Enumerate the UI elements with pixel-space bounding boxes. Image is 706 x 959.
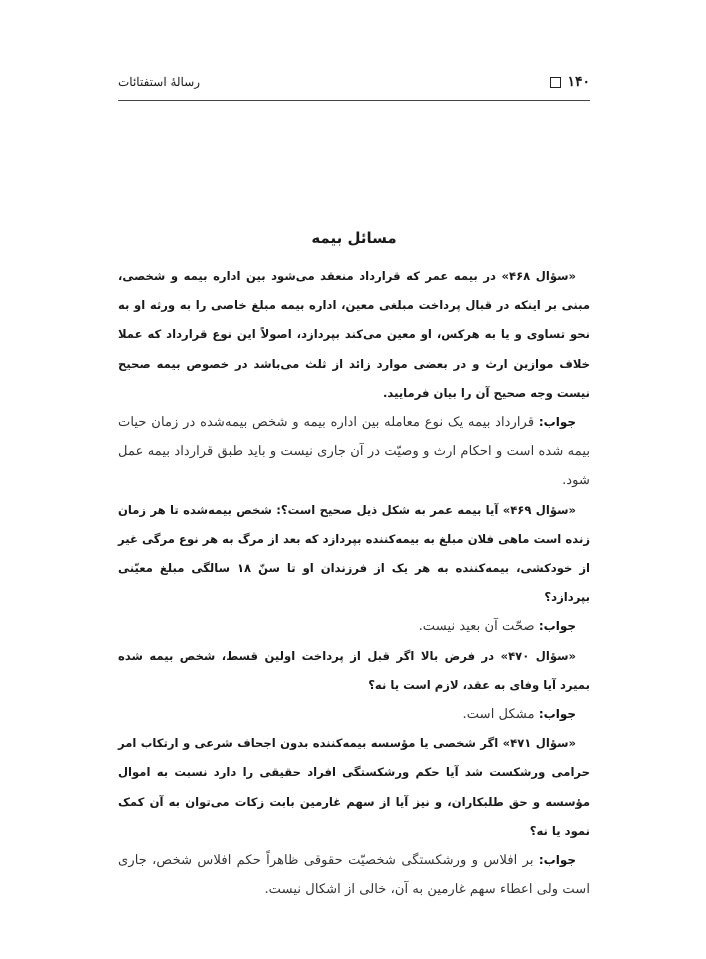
question-470 — [118, 642, 590, 700]
answer-label: جواب: — [538, 619, 576, 634]
page-number-group — [550, 74, 590, 90]
question-text: اگر شخصی یا مؤسسه بیمه‌کننده بدون اجحاف شرعی و ارتکاب امر حرامی ورشکست شد آیا حکم ورشکستگی افراد حقیقی را دارد نسبت به اموال مؤسسه و حق طلبکاران، و نیز آیا از سهم غارمین بابت زکات می‌توان به آن کمک نمود یا نه؟ — [118, 736, 590, 838]
question-label: «سؤال ۴۶۹» — [502, 502, 576, 517]
page-header — [118, 70, 590, 96]
question-text: در بیمه عمر که قرارداد منعقد می‌شود بین اداره بیمه و شخصی، مبنی بر اینکه در قبال پرداخت مبلغی معین، اداره بیمه مبلغ خاصی را به ورثه او به نحو تساوی و یا به هرکس، او معین می‌کند بپردازد، اصولاً این نوع قرارداد که عملا خلاف موازین ارث و در بعضی موارد زائد از ثلث می‌باشد در خصوص بیمه صحیح نیست وجه صحیح آن را بیان فرمایید. — [118, 269, 590, 400]
answer-label: جواب: — [538, 853, 576, 868]
qa-body — [118, 262, 590, 904]
answer-470 — [118, 700, 590, 729]
question-471 — [118, 729, 590, 846]
answer-text: بر افلاس و ورشکستگی شخصیّت حقوقی ظاهراً حکم افلاس شخص، جاری است ولی اعطاء سهم غارمین به آن، خالی از اشکال نیست. — [118, 853, 590, 898]
answer-469 — [118, 612, 590, 641]
page-number: ۱۴۰ — [567, 74, 590, 90]
answer-text: مشکل است. — [462, 707, 539, 723]
square-bullet-icon — [550, 77, 561, 88]
section-title: مسائل بیمه — [311, 229, 397, 247]
question-468 — [118, 262, 590, 408]
answer-468 — [118, 408, 590, 496]
question-label: «سؤال ۴۷۱» — [502, 736, 576, 751]
question-469 — [118, 496, 590, 613]
question-text: در فرض بالا اگر قبل از پرداخت اولین قسط، شخص بیمه شده بمیرد آیا وفای به عقد، لازم است یا نه؟ — [118, 648, 590, 692]
answer-471 — [118, 846, 590, 904]
question-text: آیا بیمه عمر به شکل ذیل صحیح است؟: شخص بیمه‌شده تا هر زمان زنده است ماهی فلان مبلغ به بیمه‌کننده بپردازد که بعد از مرگ به هر نوع مرگی غیر از خودکشی، بیمه‌کننده به هر یک از فرزندان او تا سنّ ۱۸ سالگی مبلغ معیّنی بپردازد؟ — [118, 502, 591, 605]
answer-label: جواب: — [538, 707, 576, 722]
running-title: رسالهٔ استفتائات — [118, 75, 201, 89]
answer-text: صحّت آن بعید نیست. — [418, 619, 539, 635]
header-divider — [118, 100, 590, 101]
question-label: «سؤال ۴۷۰» — [500, 648, 576, 663]
answer-text: قرارداد بیمه یک نوع معامله بین اداره بیمه و شخص بیمه‌شده در زمان حیات بیمه شده است و احکام ارث و وصیّت در آن جاری نیست و باید طبق قرارداد بیمه عمل شود. — [118, 415, 590, 489]
answer-label: جواب: — [538, 415, 576, 430]
question-label: «سؤال ۴۶۸» — [501, 269, 576, 283]
